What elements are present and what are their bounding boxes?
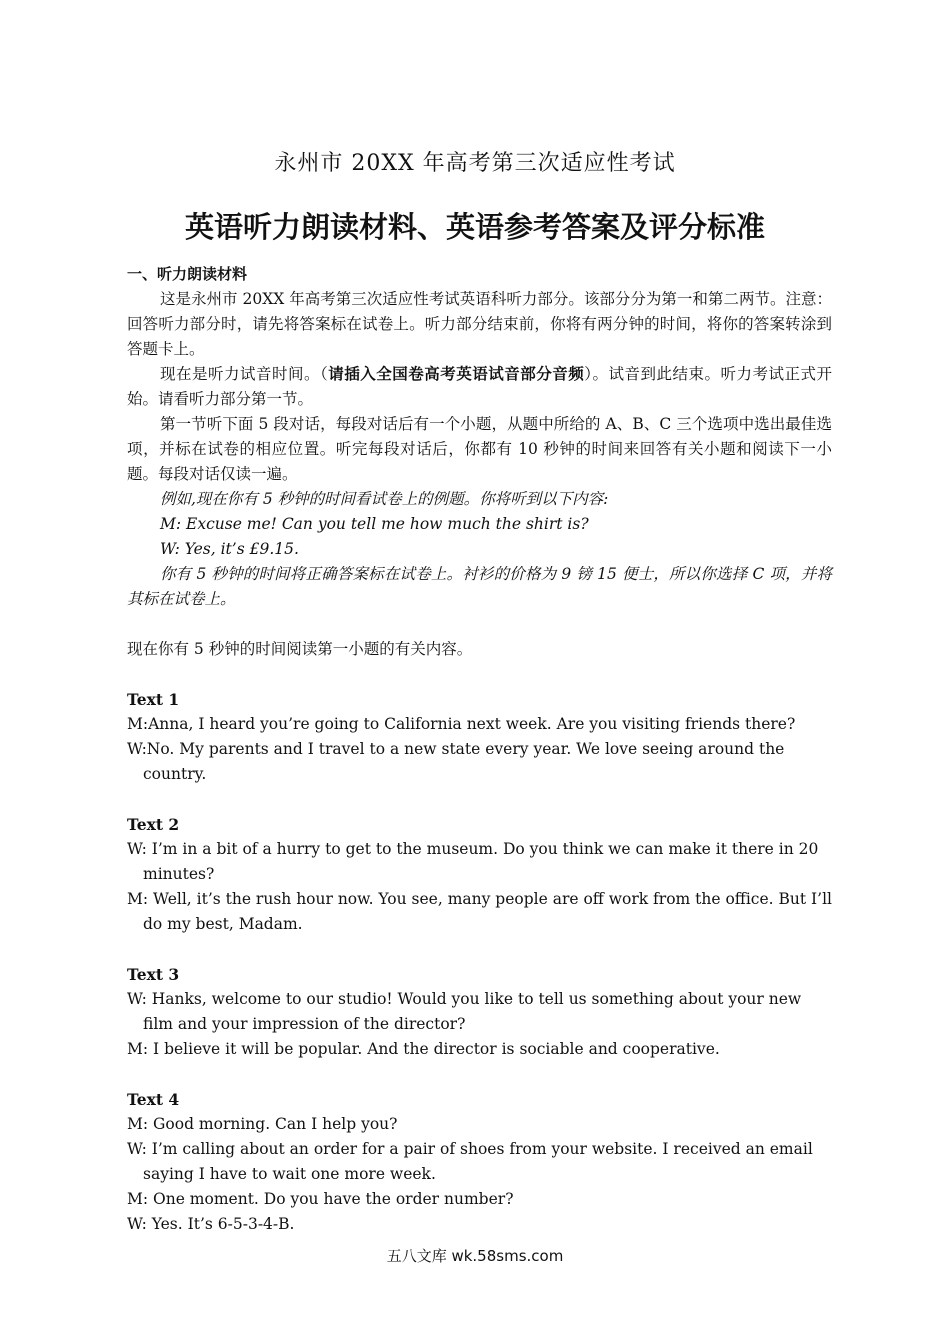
trial-text-bold: 请插入全国卷高考英语试音部分音频 <box>328 365 585 383</box>
intro-paragraph: 这是永州市 20XX 年高考第三次适应性考试英语科听力部分。该部分分为第一和第二两节。注意：回答听力部分时，请先将答案标在试卷上。听力部分结束前，你将有两分钟的时间，将你的答案转涂到答题卡上。 <box>127 290 832 358</box>
example-woman-line: W: Yes, it’s £9.15. <box>160 540 299 558</box>
example-intro: 例如,现在你有 5 秒钟的时间看试卷上的例题。你将听到以下内容: <box>160 490 609 508</box>
text-heading: Text 3 <box>127 965 180 984</box>
document-title: 英语听力朗读材料、英语参考答案及评分标准 <box>184 210 765 244</box>
dialogue-texts <box>127 662 832 1237</box>
dialogue-line: W: I’m in a bit of a hurry to get to the museum. Do you think we can make it there in 20 minutes? <box>127 840 819 883</box>
read-first-instruction: 现在你有 5 秒钟的时间阅读第一小题的有关内容。 <box>127 640 473 658</box>
dialogue-line: W: Hanks, welcome to our studio! Would you like to tell us something about your new film and your impression of the director? <box>127 990 802 1033</box>
dialogue-line: M:Anna, I heard you’re going to California next week. Are you visiting friends there? <box>127 715 796 733</box>
dialogue-line: M: Well, it’s the rush hour now. You see, many people are off work from the office. But I’ll do my best, Madam. <box>127 890 832 933</box>
text-heading: Text 4 <box>127 1090 180 1109</box>
trial-paragraph <box>127 362 832 412</box>
dialogue-line: W: I’m calling about an order for a pair of shoes from your website. I received an email saying I have to wait one more week. <box>127 1140 813 1183</box>
dialogue-line: W: Yes. It’s 6-5-3-4-B. <box>127 1215 295 1233</box>
section-heading: 一、听力朗读材料 <box>127 265 248 283</box>
dialogue-line: M: Good morning. Can I help you? <box>127 1115 398 1133</box>
document-body <box>127 262 832 1237</box>
footer-watermark: 五八文库 wk.58sms.com <box>386 1247 564 1265</box>
dialogue-line: M: I believe it will be popular. And the director is sociable and cooperative. <box>127 1040 720 1058</box>
exam-title: 永州市 20XX 年高考第三次适应性考试 <box>274 151 676 176</box>
text-heading: Text 2 <box>127 815 180 834</box>
example-answer: 你有 5 秒钟的时间将正确答案标在试卷上。衬衫的价格为 9 镑 15 便士，所以你选择 C 项，并将其标在试卷上。 <box>127 565 832 608</box>
trial-text-after: ）。试音到此结束。听力考试正式开始。请看听力部分第一节。 <box>127 365 832 408</box>
dialogue-line: W:No. My parents and I travel to a new state every year. We love seeing around the country. <box>127 740 785 783</box>
part1-instructions: 第一节听下面 5 段对话，每段对话后有一个小题，从题中所给的 A、B、C 三个选项中选出最佳选项，并标在试卷的相应位置。听完每段对话后，你都有 10 秒钟的时间来回答有关小题和阅读下一小题。每段对话仅读一遍。 <box>127 415 832 483</box>
trial-text-before: 现在是听力试音时间。（ <box>160 365 329 383</box>
example-man-line: M: Excuse me! Can you tell me how much the shirt is? <box>160 515 589 533</box>
dialogue-line: M: One moment. Do you have the order number? <box>127 1190 514 1208</box>
text-heading: Text 1 <box>127 690 180 709</box>
